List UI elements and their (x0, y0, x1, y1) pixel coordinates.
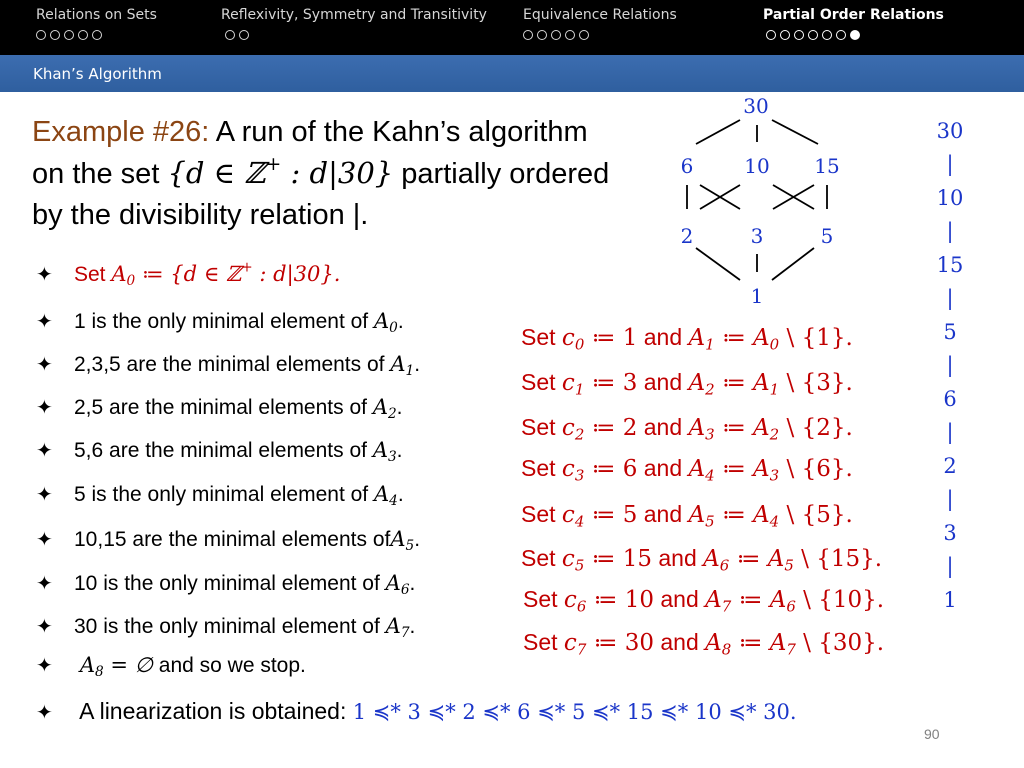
step-minus: \ (779, 370, 802, 396)
step-prev-subscript: 3 (769, 466, 780, 485)
title-line1: A run of the Kahn’s algorithm (209, 116, 588, 148)
hasse-node-middle-2: 15 (814, 154, 840, 178)
step-prev-subscript: 1 (769, 380, 780, 399)
bullet-pre: 5,6 are the minimal elements of (74, 439, 373, 462)
slide-dot[interactable] (836, 30, 846, 40)
bullet-math (385, 571, 410, 599)
current-slide-dot[interactable] (850, 30, 860, 40)
math-subscript: 1 (405, 363, 415, 380)
bullet-math (372, 438, 397, 466)
title-line3: by the divisibility relation |. (32, 199, 369, 231)
math-superscript: + (241, 259, 253, 276)
step-prev-subscript: 7 (786, 640, 796, 659)
step-a-var: A (688, 502, 706, 528)
math-symbol: A (79, 653, 96, 677)
step-c-var: c (561, 456, 575, 482)
section-navigation-bar (0, 0, 1024, 55)
slide-dot[interactable] (225, 30, 235, 40)
slide-dot[interactable] (808, 30, 818, 40)
math-subscript: 3 (387, 449, 397, 466)
linearization-end: . (789, 700, 797, 724)
slide-dot[interactable] (92, 30, 102, 40)
bullet-item (36, 395, 403, 423)
math-subscript: 7 (400, 625, 410, 642)
math-symbol: A (373, 482, 390, 506)
step-assign: ≔ (714, 415, 754, 441)
step-prev-subscript: 5 (784, 556, 794, 575)
bullet-tail: . (397, 483, 404, 506)
hasse-node-middle-0: 6 (680, 154, 694, 178)
math-subscript: 6 (400, 582, 410, 599)
bullet-item (36, 571, 416, 599)
hasse-edge (696, 120, 740, 144)
step-removed-set: {3}. (801, 370, 853, 396)
nav-section-relations-on-sets[interactable]: Relations on Sets (36, 7, 157, 23)
bullet-tail: . (409, 615, 416, 638)
step-minus: \ (793, 546, 817, 572)
bullet-text (74, 571, 416, 599)
step-word-and: and (652, 545, 704, 571)
step-assign: ≔ (714, 325, 754, 351)
chain-node: 6 (943, 387, 957, 411)
step-assign: ≔ (586, 630, 625, 656)
step-minus: \ (795, 630, 819, 656)
step-value: 6 (622, 456, 638, 482)
step-word-set: Set (521, 369, 562, 395)
math-symbol: A (385, 571, 401, 595)
bullet-tail: . (396, 439, 403, 462)
slide-dot[interactable] (551, 30, 561, 40)
nav-dots-partial-order[interactable] (766, 30, 860, 40)
bullet-text (74, 527, 421, 555)
bullet-star-icon: ✦ (36, 571, 53, 595)
hasse-edge (696, 248, 740, 280)
bullet-text (74, 438, 403, 466)
bullet-text (74, 395, 403, 423)
bullet-pre: 10 is the only minimal element of (74, 572, 386, 595)
nav-dots-relations-on-sets[interactable] (36, 30, 102, 40)
step-c-var: c (561, 502, 575, 528)
step-word-and: and (637, 324, 689, 350)
bullet-star-icon: ✦ (36, 700, 53, 724)
step-prev-var: A (753, 415, 770, 441)
chain-separator: | (946, 554, 954, 578)
hasse-node-bottom-row-2: 5 (820, 224, 834, 248)
bullet-text (74, 653, 306, 681)
bullet-pre: 10,15 are the minimal elements of (74, 528, 391, 551)
bullet-tail: . (409, 572, 416, 595)
algorithm-step (521, 455, 853, 485)
step-value: 30 (624, 630, 654, 656)
step-a-var: A (705, 630, 722, 656)
slide-dot[interactable] (822, 30, 832, 40)
bullet-text (74, 614, 416, 642)
math-symbol: A (390, 527, 406, 551)
bullet-math (390, 527, 415, 555)
slide-dot[interactable] (565, 30, 575, 40)
bullet-item (36, 614, 416, 642)
step-c-var: c (561, 370, 575, 396)
math-subscript: 2 (387, 406, 397, 423)
bullet-item (36, 352, 421, 380)
hasse-edge (772, 120, 818, 144)
math-subscript: 5 (405, 538, 415, 555)
step-a-subscript: 2 (705, 380, 715, 399)
math-symbol: A (385, 614, 401, 638)
bullet-math (373, 482, 398, 510)
bullet-item (36, 309, 404, 337)
step-word-and: and (654, 629, 706, 655)
step-a-var: A (688, 456, 706, 482)
slide-dot[interactable] (780, 30, 790, 40)
step-c-subscript: 7 (576, 640, 587, 659)
bullet-star-icon: ✦ (36, 352, 53, 376)
step-minus: \ (795, 587, 819, 613)
step-removed-set: {5}. (801, 502, 853, 528)
bullet-pre: Set (74, 263, 112, 286)
nav-dots-reflexivity[interactable] (225, 30, 249, 40)
hasse-node-bottom: 1 (750, 284, 764, 308)
linear-order-chain (925, 115, 975, 616)
step-value: 10 (624, 587, 654, 613)
math-subscript: 8 (95, 664, 104, 681)
nav-section-partial-order[interactable]: Partial Order Relations (763, 7, 944, 23)
hasse-node-top: 30 (743, 94, 769, 118)
step-c-subscript: 0 (574, 335, 585, 354)
hasse-node-bottom-row-0: 2 (680, 224, 694, 248)
step-prev-var: A (753, 502, 770, 528)
step-c-subscript: 5 (574, 556, 585, 575)
step-value: 1 (622, 325, 638, 351)
step-prev-subscript: 0 (769, 335, 780, 354)
chain-separator: | (946, 152, 954, 176)
slide-dot[interactable] (36, 30, 46, 40)
slide-dot[interactable] (523, 30, 533, 40)
bullet-pre: 2,3,5 are the minimal elements of (74, 353, 391, 376)
math-symbol: A (390, 352, 406, 376)
bullet-tail: . (414, 528, 421, 551)
step-minus: \ (779, 325, 802, 351)
step-assign: ≔ (714, 456, 754, 482)
bullet-star-icon: ✦ (36, 527, 53, 551)
bullet-math (111, 259, 253, 290)
chain-separator: | (946, 353, 954, 377)
slide-dot[interactable] (78, 30, 88, 40)
step-prev-subscript: 6 (786, 597, 796, 616)
bullet-item (36, 482, 404, 510)
step-word-and: and (637, 501, 689, 527)
bullet-tail: . (397, 310, 404, 333)
nav-dots-equivalence[interactable] (523, 30, 589, 40)
step-assign: ≔ (729, 546, 768, 572)
bullet-text (74, 352, 421, 380)
bullet-math (390, 352, 415, 380)
chain-node: 10 (936, 186, 964, 210)
algorithm-step (521, 501, 853, 531)
math-expr: = ∅ (103, 653, 153, 677)
bullet-tail: : d|30}. (252, 262, 341, 286)
step-assign: ≔ (731, 630, 770, 656)
bullet-math (372, 395, 397, 423)
algorithm-step (521, 545, 883, 575)
step-c-var: c (561, 546, 575, 572)
chain-separator: | (946, 487, 954, 511)
math-symbol: A (372, 438, 388, 462)
algorithm-step (523, 629, 885, 659)
math-subscript: 0 (126, 273, 136, 290)
hasse-node-middle-1: 10 (744, 154, 770, 178)
step-c-subscript: 2 (574, 425, 585, 444)
step-assign: ≔ (584, 370, 623, 396)
step-c-var: c (561, 325, 575, 351)
step-a-subscript: 3 (705, 425, 715, 444)
bullet-item (36, 653, 306, 681)
step-word-and: and (637, 414, 689, 440)
algorithm-step (521, 324, 853, 354)
bullet-tail: . (396, 396, 403, 419)
step-prev-subscript: 4 (769, 512, 780, 531)
bullet-text (74, 309, 404, 337)
step-a-subscript: 4 (705, 466, 715, 485)
step-prev-var: A (769, 630, 787, 656)
step-a-subscript: 1 (705, 335, 715, 354)
step-assign: ≔ (584, 546, 623, 572)
title-line2-pre: on the set (32, 158, 168, 190)
bullet-text (74, 482, 404, 510)
slide-dot[interactable] (64, 30, 74, 40)
nav-section-equivalence[interactable]: Equivalence Relations (523, 7, 677, 23)
step-a-subscript: 5 (705, 512, 715, 531)
slide-dot[interactable] (794, 30, 804, 40)
algorithm-step (521, 414, 853, 444)
step-prev-var: A (767, 546, 785, 572)
step-assign: ≔ (584, 325, 623, 351)
bullet-star-icon: ✦ (36, 438, 53, 462)
bullet-pre: 2,5 are the minimal elements of (74, 396, 373, 419)
subsection-title: Khan’s Algorithm (33, 65, 162, 83)
bullet-item (36, 438, 403, 466)
bullet-star-icon: ✦ (36, 262, 53, 286)
bullet-pre: 5 is the only minimal element of (74, 483, 374, 506)
chain-node: 3 (943, 521, 957, 545)
step-a-subscript: 7 (721, 597, 732, 616)
math-symbol: A (372, 395, 388, 419)
bullet-tail: . (414, 353, 421, 376)
math-expr: ≔ {d ∈ ℤ (135, 262, 242, 286)
step-assign: ≔ (714, 502, 754, 528)
step-word-and: and (637, 369, 689, 395)
step-c-subscript: 4 (574, 512, 585, 531)
slide-dot[interactable] (766, 30, 776, 40)
example-label: Example #26: (32, 116, 210, 148)
step-removed-set: {30}. (818, 630, 885, 656)
bullet-pre: 1 is the only minimal element of (74, 310, 374, 333)
step-assign: ≔ (584, 415, 623, 441)
bullet-text (74, 259, 341, 290)
subsection-bar (0, 55, 1024, 92)
math-subscript: 4 (389, 493, 398, 510)
step-a-var: A (705, 587, 722, 613)
math-subscript: 0 (389, 320, 398, 337)
step-word-set: Set (521, 501, 562, 527)
slide-dot[interactable] (537, 30, 547, 40)
slide-title (32, 112, 672, 236)
step-assign: ≔ (714, 370, 754, 396)
chain-node: 2 (943, 454, 957, 478)
step-a-var: A (688, 325, 706, 351)
hasse-diagram (660, 92, 860, 312)
chain-separator: | (946, 219, 954, 243)
step-prev-var: A (753, 370, 770, 396)
title-set-expr: {d ∈ ℤ+ : d|30} (167, 153, 394, 190)
step-word-set: Set (521, 545, 562, 571)
algorithm-step (523, 586, 885, 616)
hasse-edge (772, 248, 814, 280)
step-prev-subscript: 2 (769, 425, 780, 444)
chain-node: 1 (943, 588, 957, 612)
chain-node: 15 (936, 253, 964, 277)
step-value: 2 (622, 415, 638, 441)
chain-separator: | (946, 286, 954, 310)
step-word-set: Set (523, 629, 564, 655)
bullet-tail: and so we stop. (152, 654, 306, 677)
title-line2-post: partially ordered (393, 158, 610, 190)
bullet-item (36, 527, 421, 555)
slide-dot[interactable] (50, 30, 60, 40)
bullet-star-icon: ✦ (36, 614, 53, 638)
step-prev-var: A (753, 456, 770, 482)
step-c-var: c (563, 587, 577, 613)
step-removed-set: {1}. (801, 325, 853, 351)
page-number: 90 (924, 726, 940, 742)
slide-dot[interactable] (579, 30, 589, 40)
step-value: 15 (622, 546, 652, 572)
math-symbol: A (373, 309, 390, 333)
bullet-star-icon: ✦ (36, 653, 53, 677)
bullet-item (36, 259, 341, 290)
bullet-math (373, 309, 398, 337)
step-c-subscript: 6 (576, 597, 587, 616)
step-c-var: c (563, 630, 577, 656)
step-c-subscript: 1 (574, 380, 585, 399)
bullet-math (385, 614, 410, 642)
step-c-subscript: 3 (574, 466, 585, 485)
hasse-node-bottom-row-1: 3 (750, 224, 764, 248)
linearization-label: A linearization is obtained: (74, 698, 353, 724)
step-minus: \ (779, 415, 802, 441)
step-minus: \ (779, 456, 802, 482)
step-word-set: Set (521, 455, 562, 481)
step-value: 5 (622, 502, 638, 528)
step-a-subscript: 6 (719, 556, 730, 575)
linearization-bullet (36, 698, 797, 725)
step-word-set: Set (523, 586, 564, 612)
step-a-var: A (688, 415, 706, 441)
step-prev-var: A (769, 587, 787, 613)
chain-separator: | (946, 420, 954, 444)
chain-node: 30 (936, 119, 964, 143)
math-symbol: A (111, 262, 127, 286)
nav-section-reflexivity[interactable]: Reflexivity, Symmetry and Transitivity (221, 7, 487, 23)
bullet-star-icon: ✦ (36, 482, 53, 506)
step-a-subscript: 8 (721, 640, 732, 659)
step-a-var: A (703, 546, 720, 572)
slide-dot[interactable] (239, 30, 249, 40)
bullet-pre: 30 is the only minimal element of (74, 615, 386, 638)
step-word-and: and (654, 586, 706, 612)
algorithm-step (521, 369, 853, 399)
step-assign: ≔ (586, 587, 625, 613)
bullet-star-icon: ✦ (36, 309, 53, 333)
linearization-order: 1 ≼* 3 ≼* 2 ≼* 6 ≼* 5 ≼* 15 ≼* 10 ≼* 30 (352, 700, 790, 724)
step-word-and: and (637, 455, 689, 481)
bullet-math (79, 653, 153, 681)
chain-node: 5 (943, 320, 957, 344)
step-prev-var: A (753, 325, 770, 351)
step-c-var: c (561, 415, 575, 441)
step-a-var: A (688, 370, 706, 396)
step-removed-set: {6}. (801, 456, 853, 482)
step-assign: ≔ (584, 502, 623, 528)
step-assign: ≔ (731, 587, 770, 613)
step-assign: ≔ (584, 456, 623, 482)
step-removed-set: {2}. (801, 415, 853, 441)
step-word-set: Set (521, 324, 562, 350)
step-minus: \ (779, 502, 802, 528)
step-removed-set: {15}. (816, 546, 883, 572)
step-word-set: Set (521, 414, 562, 440)
step-removed-set: {10}. (818, 587, 885, 613)
step-value: 3 (622, 370, 638, 396)
bullet-star-icon: ✦ (36, 395, 53, 419)
